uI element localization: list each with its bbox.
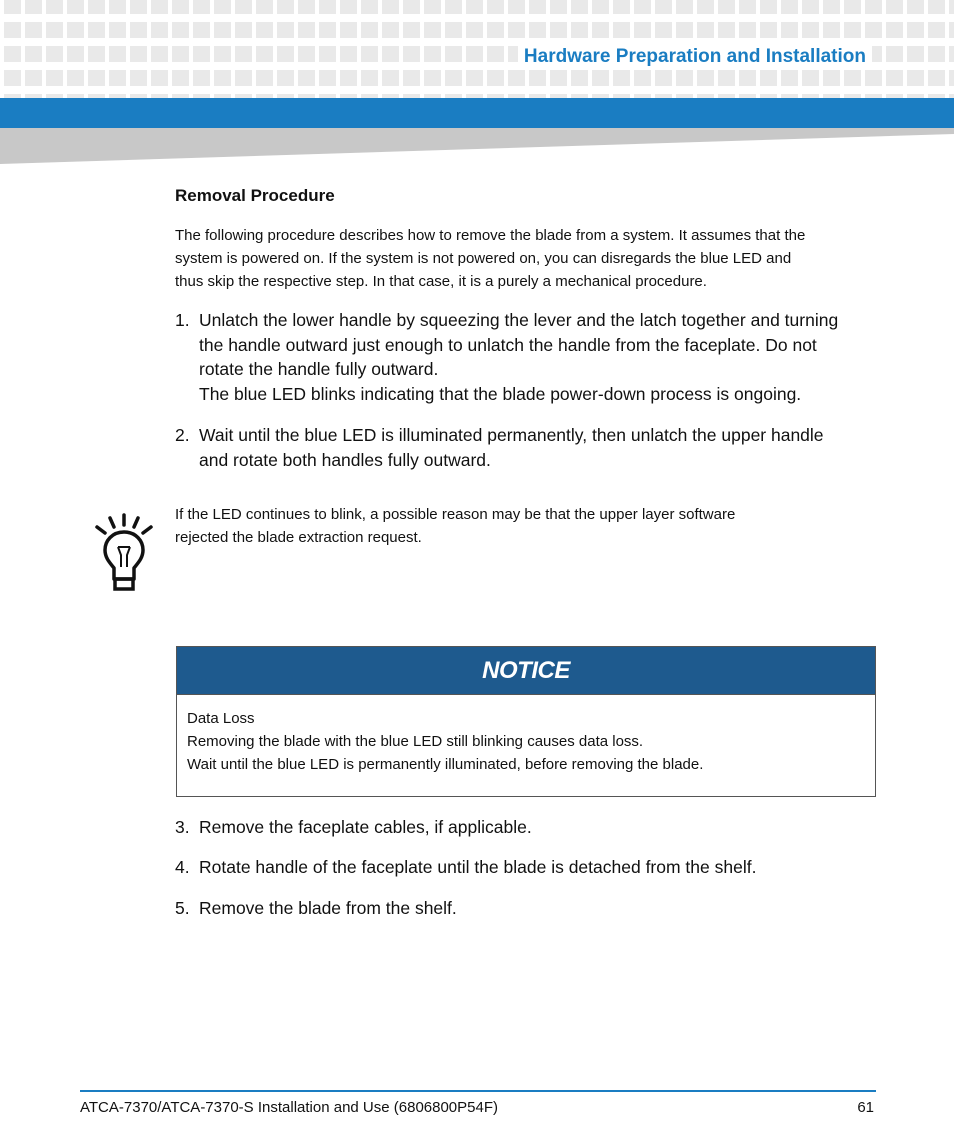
step-line: Remove the blade from the shelf. xyxy=(199,898,457,918)
section-heading: Removal Procedure xyxy=(175,186,335,205)
step-line: rotate the handle fully outward. xyxy=(199,359,439,379)
step-3 xyxy=(175,815,875,840)
step-5 xyxy=(175,896,875,921)
intro-line: system is powered on. If the system is not powered on, you can disregards the blue LED and xyxy=(175,250,792,267)
step-line: the handle outward just enough to unlatch the handle from the faceplate. Do not xyxy=(199,334,817,355)
notice-box xyxy=(176,646,876,797)
lightbulb-icon xyxy=(92,513,156,593)
step-number: 5. xyxy=(175,898,190,918)
step-line: The blue LED blinks indicating that the blade power-down process is ongoing. xyxy=(199,383,802,404)
intro-line: thus skip the respective step. In that case, it is a purely a mechanical procedure. xyxy=(175,273,707,290)
step-line: and rotate both handles fully outward. xyxy=(199,449,491,470)
tip-line: rejected the blade extraction request. xyxy=(175,529,422,546)
chapter-title: Hardware Preparation and Installation xyxy=(518,44,872,70)
step-4 xyxy=(175,855,875,880)
step-line: Unlatch the lower handle by squeezing the lever and the latch together and turning xyxy=(199,310,839,330)
step-line: Wait until the blue LED is illuminated permanently, then unlatch the upper handle xyxy=(199,425,824,445)
tip-line: If the LED continues to blink, a possible reason may be that the upper layer software xyxy=(175,506,736,523)
notice-line: Data Loss xyxy=(187,710,255,727)
step-number: 4. xyxy=(175,857,190,877)
notice-label: NOTICE xyxy=(482,656,570,684)
notice-line: Removing the blade with the blue LED still blinking causes data loss. xyxy=(187,733,644,750)
header-band xyxy=(0,98,954,128)
step-line: Rotate handle of the faceplate until the blade is detached from the shelf. xyxy=(199,857,757,877)
step-number: 3. xyxy=(175,817,190,837)
step-line: Remove the faceplate cables, if applicable. xyxy=(199,817,532,837)
step-1 xyxy=(175,308,875,406)
notice-line: Wait until the blue LED is permanently illuminated, before removing the blade. xyxy=(187,756,704,773)
step-number: 1. xyxy=(175,310,190,330)
intro-line: The following procedure describes how to remove the blade from a system. It assumes that the xyxy=(175,227,806,244)
step-2 xyxy=(175,423,875,472)
tip-text xyxy=(175,503,835,549)
footer-rule xyxy=(80,1090,876,1092)
footer-document-title: ATCA-7370/ATCA-7370-S Installation and Use (6806800P54F) xyxy=(80,1099,499,1116)
step-number: 2. xyxy=(175,425,190,445)
notice-header xyxy=(177,647,875,695)
header-wedge xyxy=(0,128,954,164)
page-number: 61 xyxy=(857,1099,874,1116)
notice-body xyxy=(177,695,875,776)
intro-paragraph xyxy=(175,224,875,293)
